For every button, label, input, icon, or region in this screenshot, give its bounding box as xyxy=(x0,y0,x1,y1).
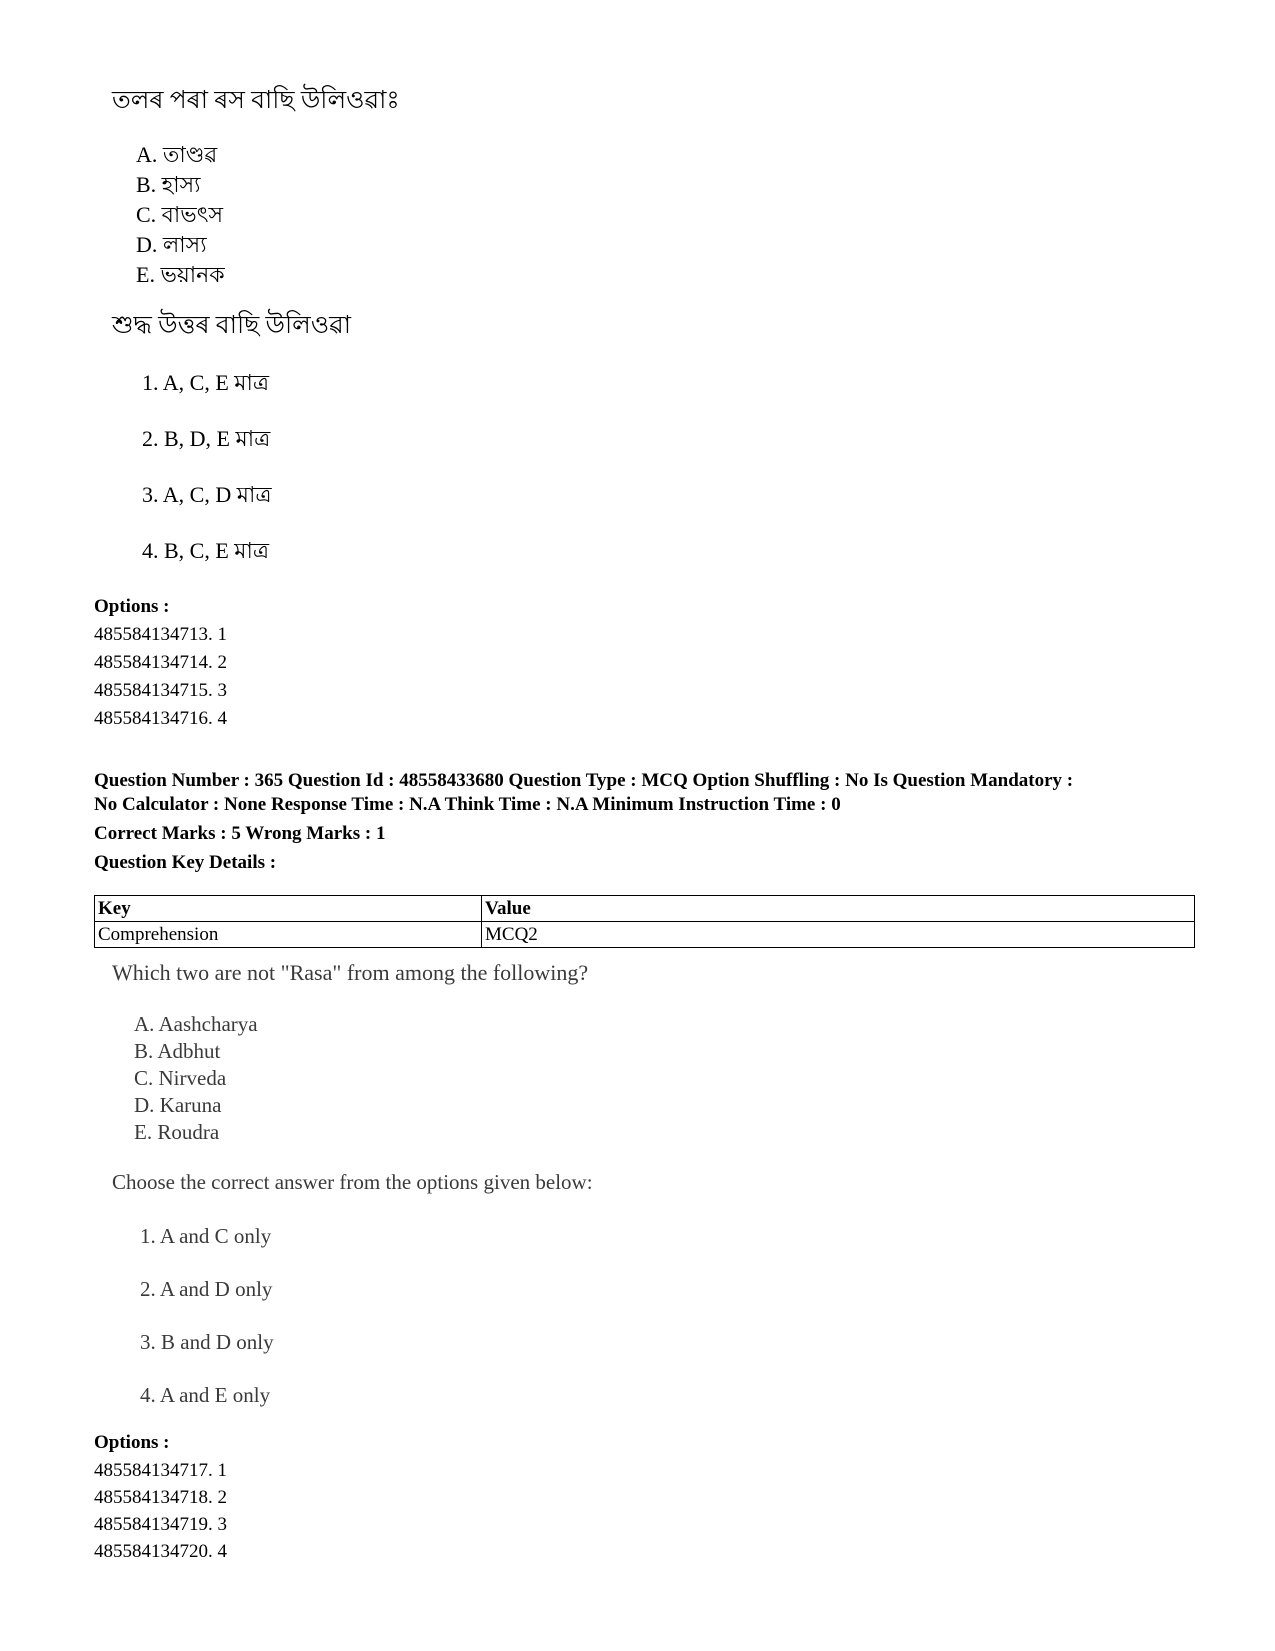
statement-a: A. Aashcharya xyxy=(134,1012,258,1036)
answer-choice-1: 1. A, C, E মাত্ৰ xyxy=(142,370,270,395)
key-details-table xyxy=(94,895,1195,948)
answer-choice-1: 1. A and C only xyxy=(140,1224,272,1248)
answer-choice-4: 4. A and E only xyxy=(140,1383,271,1407)
table-header-value: Value xyxy=(482,896,1195,922)
statement-b: B. হাস্য xyxy=(136,172,201,197)
question-meta-line2: No Calculator : None Response Time : N.A Think Time : N.A Minimum Instruction Time : 0 xyxy=(94,794,841,815)
answer-choice-3: 3. B and D only xyxy=(140,1330,274,1354)
statement-c: C. বাভৎস xyxy=(136,202,223,227)
marks-line: Correct Marks : 5 Wrong Marks : 1 xyxy=(94,823,386,844)
statement-e: E. Roudra xyxy=(134,1120,220,1144)
options-label: Options : xyxy=(94,1432,170,1453)
question-meta-line1: Question Number : 365 Question Id : 48558433680 Question Type : MCQ Option Shuffling : No Is Question Mandatory : xyxy=(94,770,1074,791)
statement-e: E. ভয়ানক xyxy=(136,262,225,287)
statement-c: C. Nirveda xyxy=(134,1066,227,1090)
statement-b: B. Adbhut xyxy=(134,1039,221,1063)
table-header-row xyxy=(95,896,1195,922)
answer-choice-2: 2. B, D, E মাত্ৰ xyxy=(142,426,271,451)
key-details-label: Question Key Details : xyxy=(94,852,277,873)
option-id-3: 485584134719. 3 xyxy=(94,1514,227,1535)
statement-d: D. লাস্য xyxy=(136,232,207,257)
statement-a: A. তাণ্ডৱ xyxy=(136,142,218,167)
question-stem-assamese: তলৰ পৰা ৰস বাছি উলিওৱাঃ xyxy=(112,87,400,114)
answer-choice-4: 4. B, C, E মাত্ৰ xyxy=(142,538,270,563)
answer-choice-2: 2. A and D only xyxy=(140,1277,273,1301)
table-cell-value: MCQ2 xyxy=(482,922,1195,948)
answer-choice-3: 3. A, C, D মাত্ৰ xyxy=(142,482,272,507)
question-stem-english: Which two are not "Rasa" from among the following? xyxy=(112,960,589,985)
option-id-1: 485584134713. 1 xyxy=(94,624,227,645)
options-label: Options : xyxy=(94,596,170,617)
instruction-assamese: শুদ্ধ উত্তৰ বাছি উলিওৱা xyxy=(112,312,352,339)
option-id-1: 485584134717. 1 xyxy=(94,1460,227,1481)
instruction-english: Choose the correct answer from the options given below: xyxy=(112,1170,593,1194)
table-header-key: Key xyxy=(95,896,482,922)
table-row xyxy=(95,922,1195,948)
option-id-4: 485584134720. 4 xyxy=(94,1541,227,1562)
table-cell-key: Comprehension xyxy=(95,922,482,948)
option-id-2: 485584134714. 2 xyxy=(94,652,227,673)
option-id-3: 485584134715. 3 xyxy=(94,680,227,701)
option-id-2: 485584134718. 2 xyxy=(94,1487,227,1508)
option-id-4: 485584134716. 4 xyxy=(94,708,227,729)
statement-d: D. Karuna xyxy=(134,1093,222,1117)
